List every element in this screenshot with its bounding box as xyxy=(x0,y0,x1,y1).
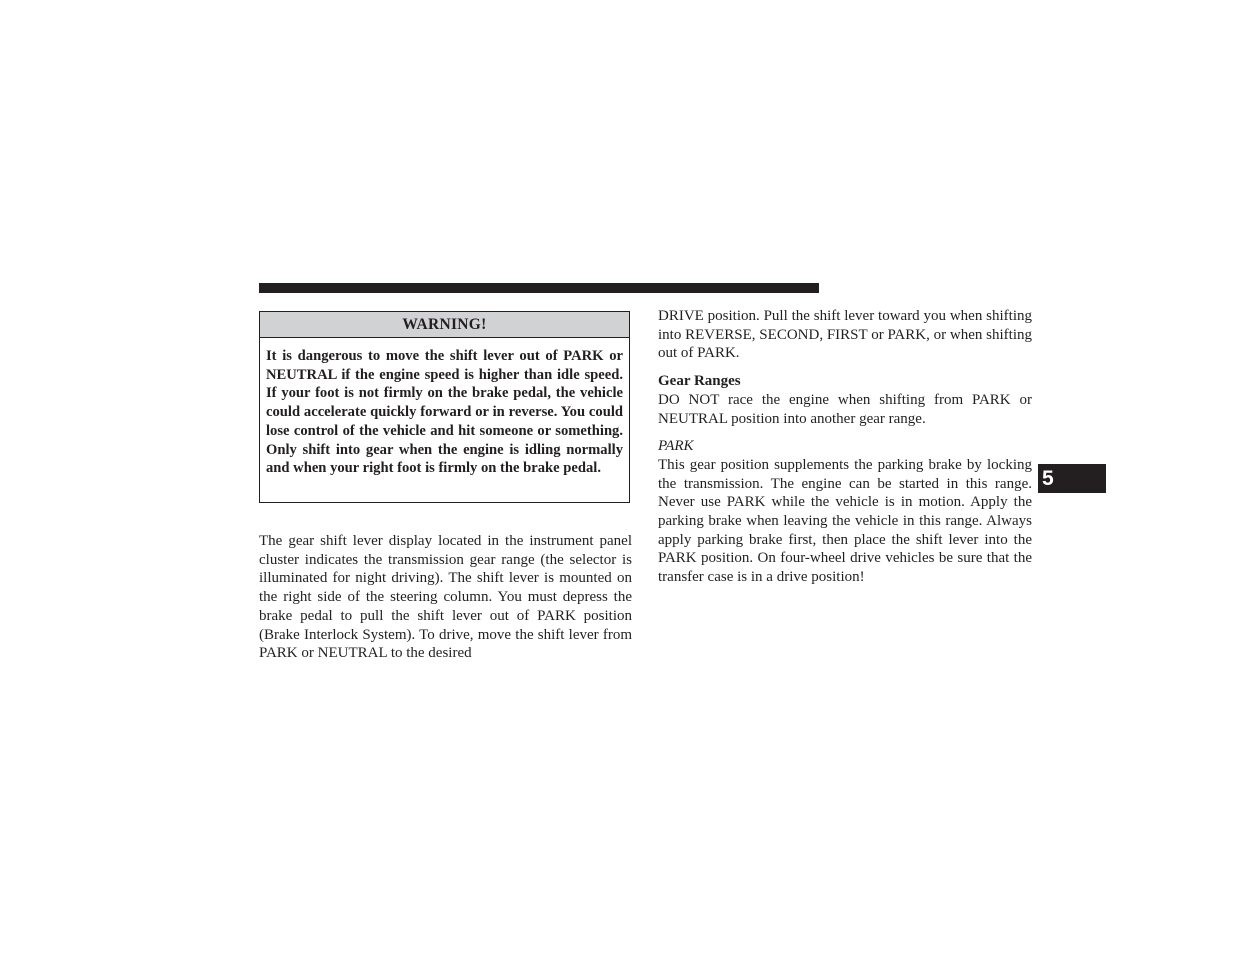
shift-lever-paragraph: The gear shift lever display located in the instrument panel cluster indicates the transmission gear range (the selector is illuminated for night driving). The shift lever is mounted on the right side of the steering column. You must depress the brake pedal to pull the shift lever out of PARK position (Brake Interlock System). To drive, move the shift lever from PARK or NEUTRAL to the desired xyxy=(259,533,632,662)
park-heading: PARK xyxy=(658,438,694,455)
park-text: This gear position supplements the parking brake by locking the transmission. The engine can be started in this range. Never use PARK while the vehicle is in motion. Apply the parking brake when leaving the vehicle in this range. Always apply parking brake first, then place the shift lever into the PARK position. On four-wheel drive vehicles be sure that the transfer case is in a drive position! xyxy=(658,456,1032,586)
warning-title: WARNING! xyxy=(260,312,629,338)
gear-ranges-text: DO NOT race the engine when shifting from PARK or NEUTRAL position into another gear range. xyxy=(658,391,1032,427)
chapter-tab: 5 xyxy=(1038,464,1106,493)
warning-box xyxy=(259,311,630,503)
right-column xyxy=(658,307,1032,587)
section-top-rule xyxy=(259,283,819,293)
gear-ranges-heading: Gear Ranges xyxy=(658,373,741,390)
warning-body: It is dangerous to move the shift lever out of PARK or NEUTRAL if the engine speed is higher than idle speed. If your foot is not firmly on the brake pedal, the vehicle could accelerate quickly forward or in reverse. You could lose control of the vehicle and hit someone or something. Only shift into gear when the engine is idling normally and when your right foot is firmly on the brake pedal. xyxy=(266,348,623,477)
continued-paragraph: DRIVE position. Pull the shift lever toward you when shifting into REVERSE, SECOND, FIRST or PARK, or when shifting out of PARK. xyxy=(658,308,1032,362)
